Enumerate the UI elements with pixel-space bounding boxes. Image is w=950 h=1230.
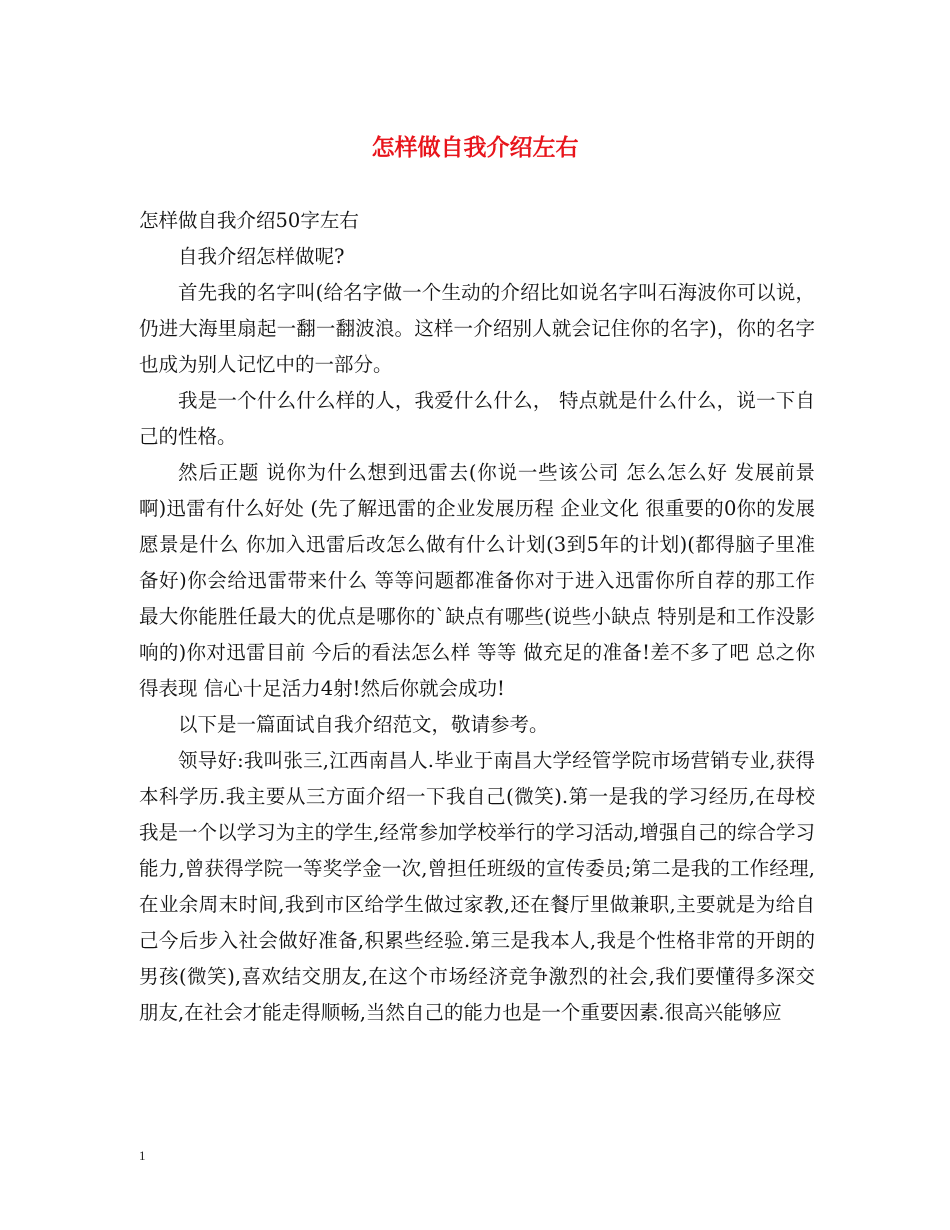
paragraph-name: 首先我的名字叫(给名字做一个生动的介绍比如说名字叫石海波你可以说，仍进大海里扇起一翻一翻波浪。这样一介绍别人就会记住你的名字)，你的名字也成为别人记忆中的一部分。 bbox=[139, 281, 815, 376]
paragraph-question: 自我介绍怎样做呢? bbox=[178, 245, 345, 268]
document-subtitle: 怎样做自我介绍50字左右 bbox=[139, 209, 359, 232]
document-title: 怎样做自我介绍左右 bbox=[371, 134, 579, 161]
document-body bbox=[139, 203, 815, 1031]
page-number: 1 bbox=[139, 1148, 146, 1163]
paragraph-personality: 我是一个什么什么样的人，我爱什么什么， 特点就是什么什么，说一下自己的性格。 bbox=[139, 389, 815, 448]
paragraph-main-topic: 然后正题 说你为什么想到迅雷去(你说一些该公司 怎么怎么好 发展前景啊)迅雷有什么好处 (先了解迅雷的企业发展历程 企业文化 很重要的0你的发展愿景是什么 你加入迅雷后改怎么做有什么计划(3到5年的计划)(都得脑子里准备好)你会给迅雷带来什么 等等问题都准备你对于进入迅雷你所自荐的那工作最大你能胜任最大的优点是哪你的`缺点有哪些(说些小缺点 特别是和工作没影响的)你对迅雷目前 今后的看法怎么样 等等 做充足的准备!差不多了吧 总之你得表现 信心十足活力4射!然后你就会成功! bbox=[139, 461, 815, 700]
paragraph-sample-text: 领导好:我叫张三,江西南昌人.毕业于南昌大学经管学院市场营销专业,获得本科学历.我主要从三方面介绍一下我自己(微笑).第一是我的学习经历,在母校我是一个以学习为主的学生,经常参加学校举行的学习活动,增强自己的综合学习能力,曾获得学院一等奖学金一次,曾担任班级的宣传委员;第二是我的工作经理,在业余周末时间,我到市区给学生做过家教,还在餐厅里做兼职,主要就是为给自己今后步入社会做好准备,积累些经验.第三是我本人,我是个性格非常的开朗的男孩(微笑),喜欢结交朋友,在这个市场经济竞争激烈的社会,我们要懂得多深交朋友,在社会才能走得顺畅,当然自己的能力也是一个重要因素.很高兴能够应 bbox=[139, 749, 815, 1024]
paragraph-sample-intro: 以下是一篇面试自我介绍范文，敬请参考。 bbox=[178, 713, 549, 736]
